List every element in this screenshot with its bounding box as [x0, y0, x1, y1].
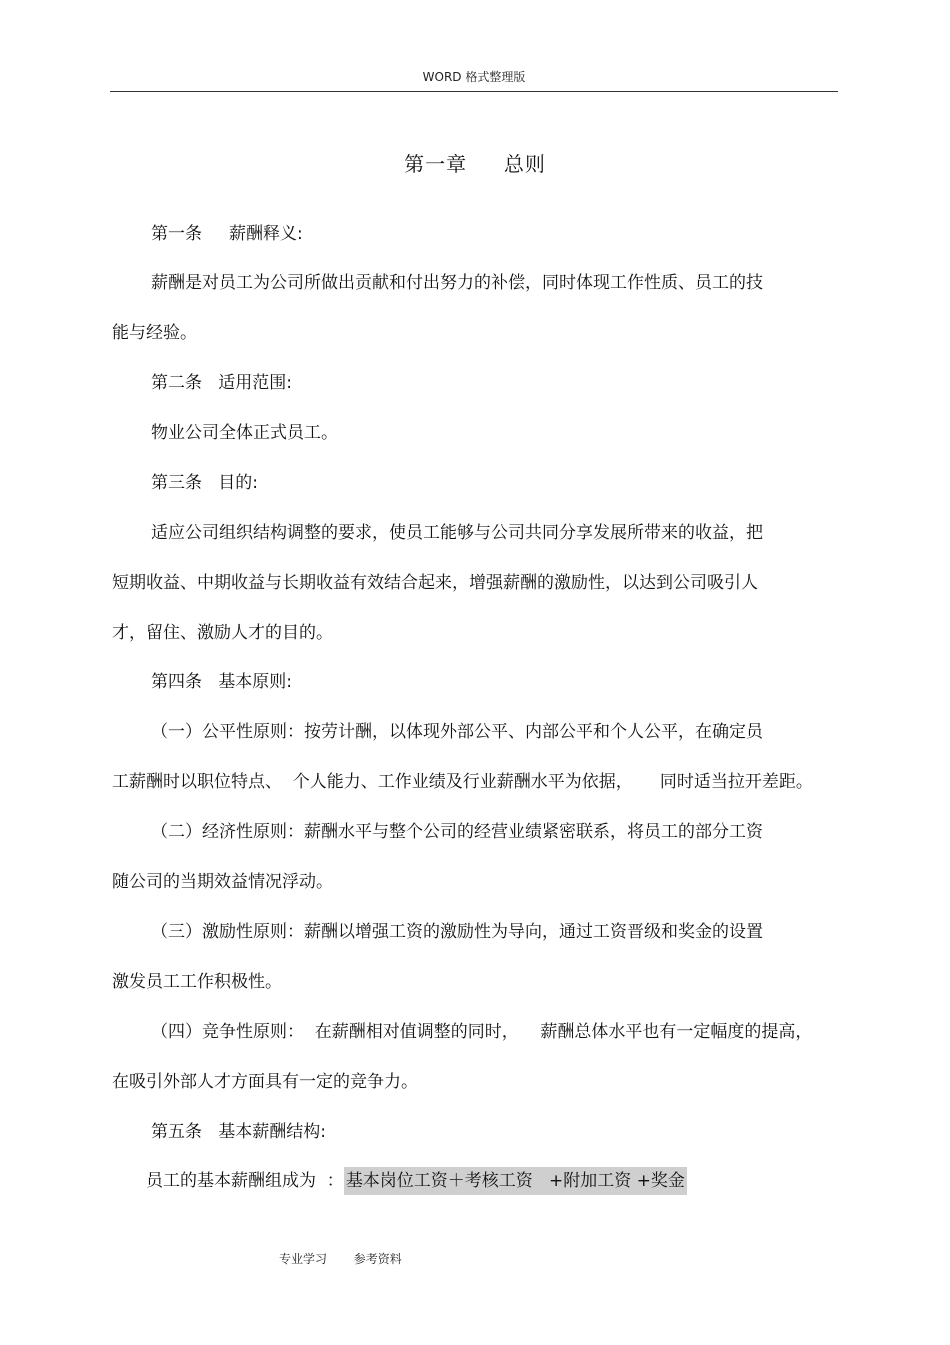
header-divider — [110, 91, 838, 92]
salary-structure-lead: 员工的基本薪酬组成为 ： — [146, 1171, 344, 1191]
page-footer: 专业学习 参考资料 — [279, 1252, 402, 1266]
paragraph-line: 随公司的当期效益情况浮动。 — [112, 872, 333, 892]
article-4-heading: 第四条 基本原则: — [151, 672, 292, 692]
paragraph-line: 激发员工工作积极性。 — [112, 972, 282, 992]
chapter-title: 第一章 总则 — [404, 152, 546, 176]
paragraph-line: 短期收益、中期收益与长期收益有效结合起来，增强薪酬的激励性，以达到公司吸引人 — [112, 573, 758, 593]
page-header: WORD 格式整理版 — [422, 70, 526, 84]
paragraph-line: 薪酬是对员工为公司所做出贡献和付出努力的补偿，同时体现工作性质、员工的技 — [151, 273, 763, 293]
article-2-heading: 第二条 适用范围: — [151, 373, 292, 393]
paragraph-line: （三）激励性原则：薪酬以增强工资的激励性为导向，通过工资晋级和奖金的设置 — [151, 922, 763, 942]
paragraph-line: （二）经济性原则：薪酬水平与整个公司的经营业绩紧密联系，将员工的部分工资 — [151, 822, 763, 842]
paragraph-line: （一）公平性原则：按劳计酬，以体现外部公平、内部公平和个人公平，在确定员 — [151, 722, 763, 742]
paragraph-line: 能与经验。 — [112, 323, 197, 343]
salary-structure-line — [146, 1169, 687, 1193]
article-5-heading: 第五条 基本薪酬结构: — [151, 1122, 326, 1142]
article-1-heading: 第一条 薪酬释义: — [151, 224, 303, 244]
paragraph-line: 工薪酬时以职位特点、 个人能力、工作业绩及行业薪酬水平为依据， 同时适当拉开差距。 — [112, 772, 813, 792]
paragraph-line: 才，留住、激励人才的目的。 — [112, 623, 333, 643]
paragraph-line: 在吸引外部人才方面具有一定的竞争力。 — [112, 1072, 418, 1092]
article-3-heading: 第三条 目的: — [151, 473, 258, 493]
paragraph-line: 物业公司全体正式员工。 — [151, 423, 338, 443]
paragraph-line: 适应公司组织结构调整的要求，使员工能够与公司共同分享发展所带来的收益，把 — [151, 523, 763, 543]
salary-structure-formula: 基本岗位工资＋考核工资 +附加工资 +奖金 — [344, 1167, 687, 1195]
paragraph-line: （四）竞争性原则： 在薪酬相对值调整的同时， 薪酬总体水平也有一定幅度的提高， — [151, 1022, 813, 1042]
